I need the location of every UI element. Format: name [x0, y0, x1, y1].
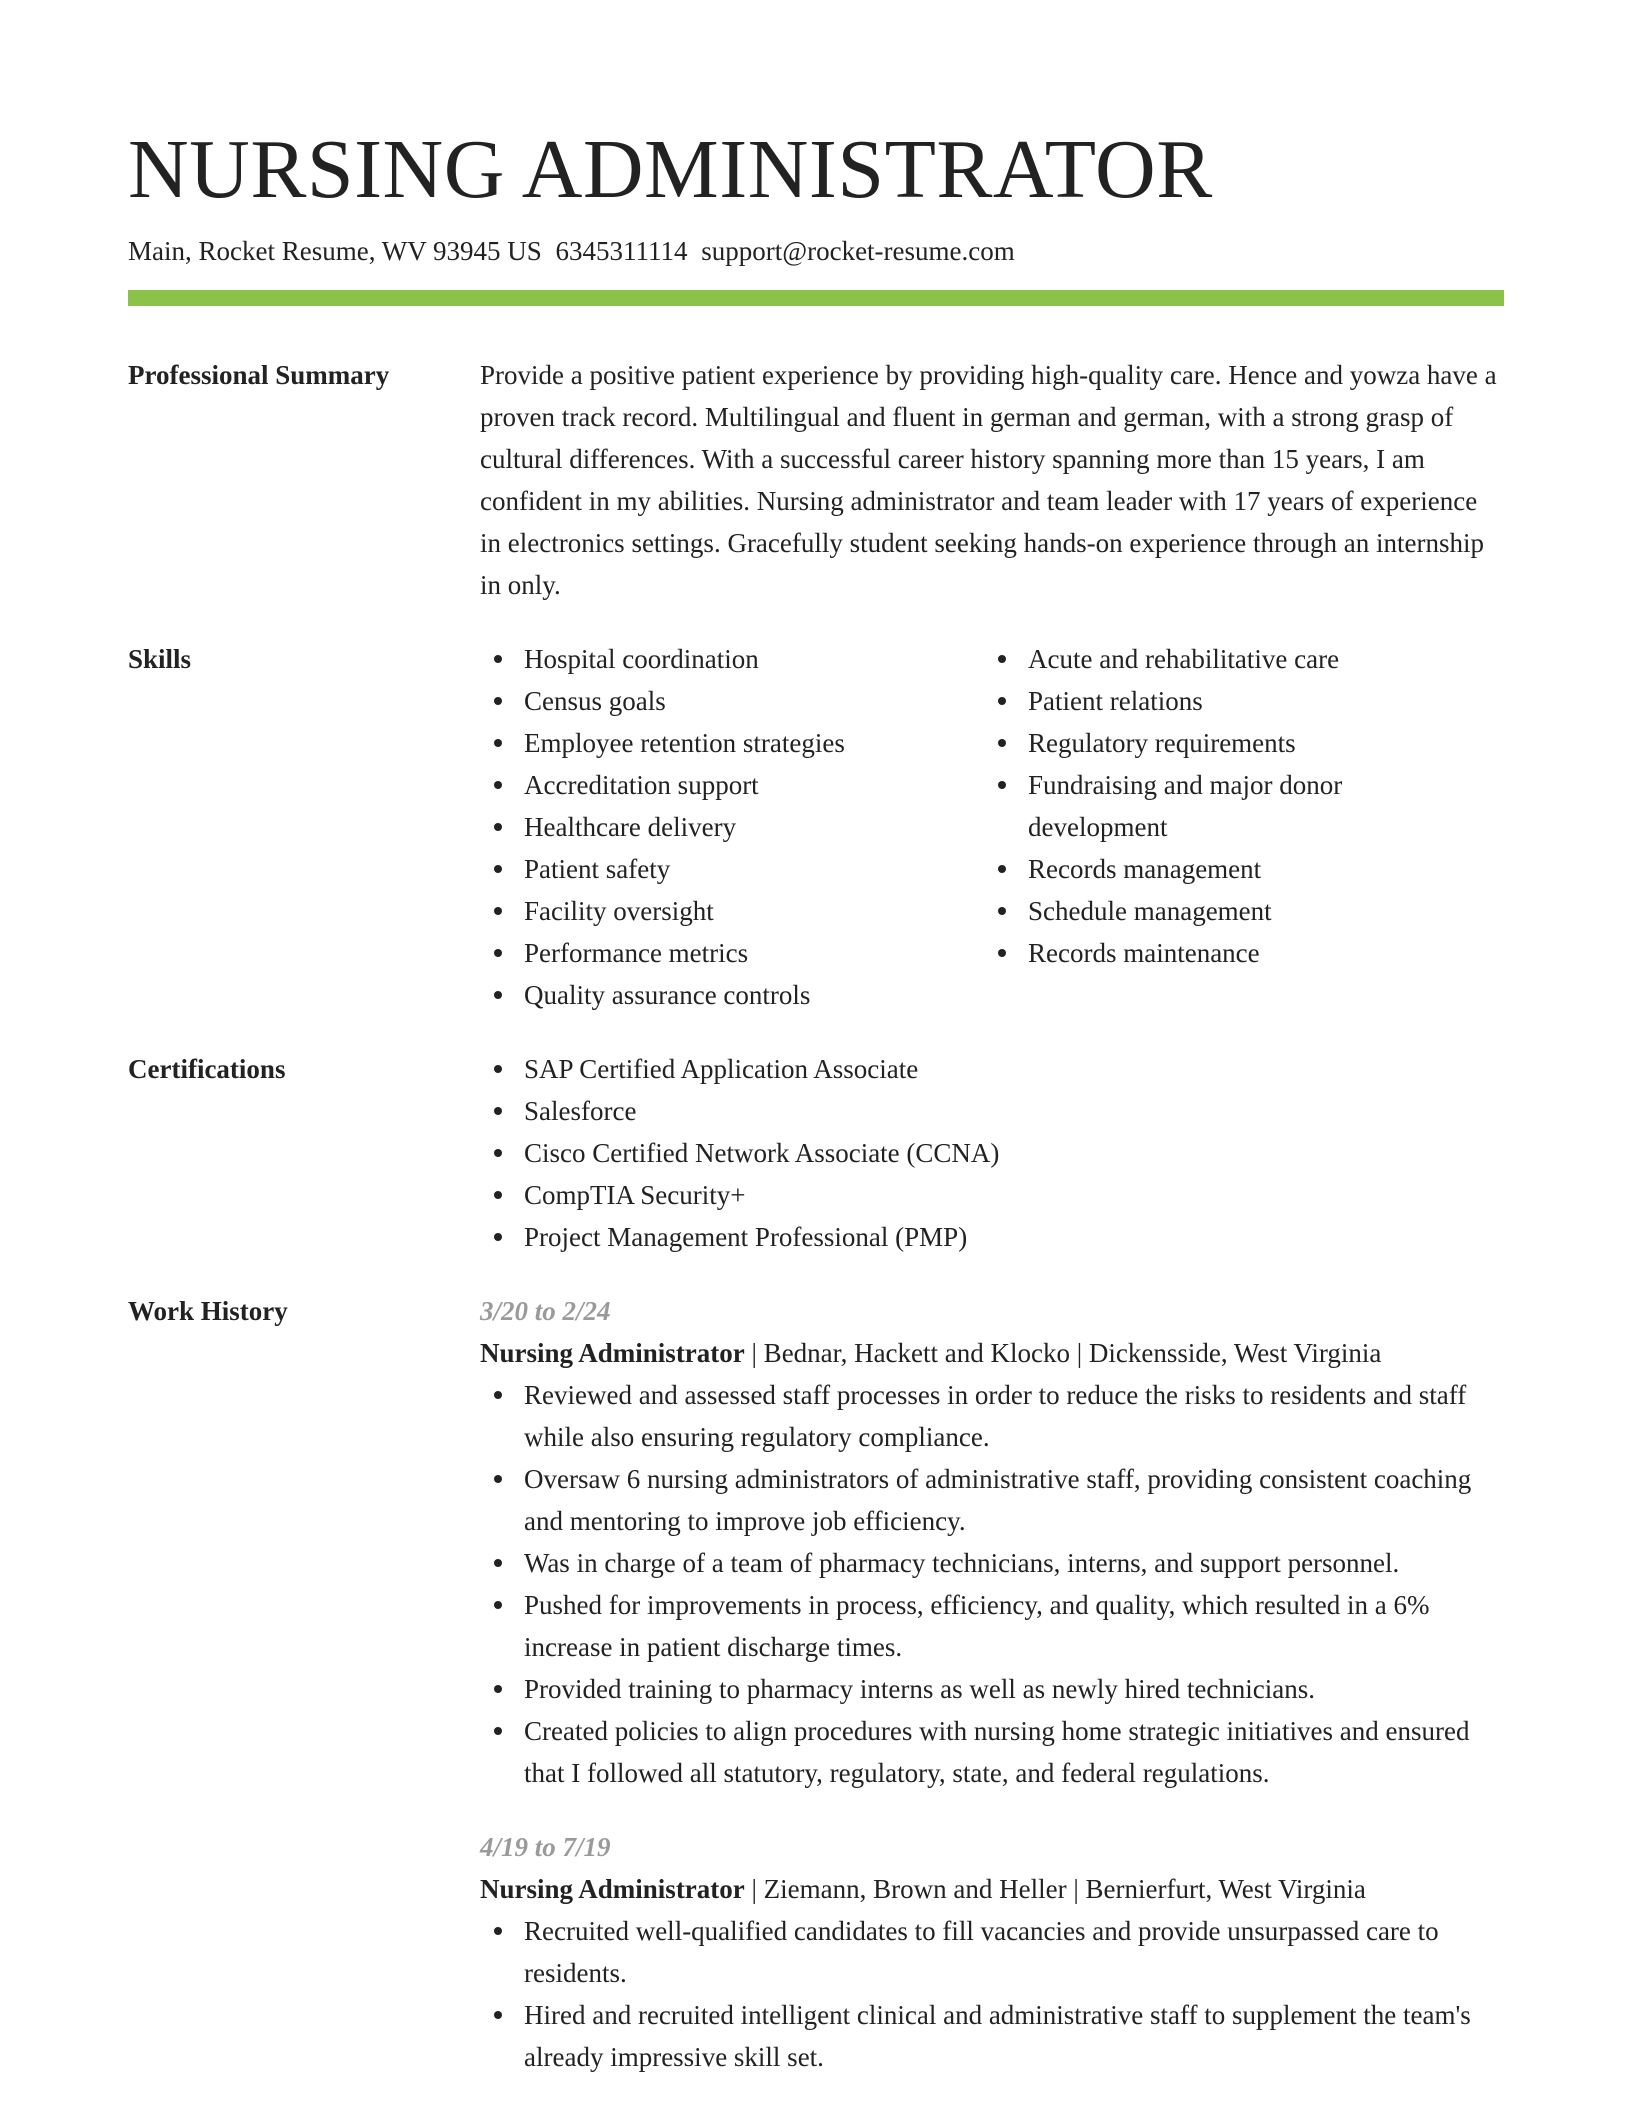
job-bullet: Hired and recruited intelligent clinical and administrative staff to supplement the team's already impressive skill set. [480, 1994, 1504, 2078]
job-details: | Bednar, Hackett and Klocko | Dickensside, West Virginia [744, 1338, 1382, 1368]
job-dates: 3/20 to 2/24 [480, 1296, 611, 1326]
skill-item: Accreditation support [480, 764, 984, 806]
job-heading [480, 1332, 1504, 1374]
section-title: Skills [128, 644, 192, 674]
certification-item: Salesforce [480, 1090, 1504, 1132]
job-bullets [480, 1910, 1504, 2078]
skill-item: Facility oversight [480, 890, 984, 932]
skill-item: Records maintenance [984, 932, 1504, 974]
resume-name: NURSING ADMINISTRATOR [128, 123, 1213, 216]
skill-item: Patient relations [984, 680, 1504, 722]
job-title: Nursing Administrator [480, 1338, 745, 1368]
job-bullet: Created policies to align procedures with nursing home strategic initiatives and ensured that I followed all statutory, regulatory, state, and federal regulations. [480, 1710, 1504, 1794]
contact-line [128, 232, 1504, 270]
contact-email: support@rocket-resume.com [701, 236, 1015, 266]
skill-item: Hospital coordination [480, 638, 984, 680]
skills-list-right [984, 638, 1504, 1016]
skill-item: Census goals [480, 680, 984, 722]
section-skills [128, 638, 1504, 1016]
accent-divider [128, 290, 1504, 306]
skill-item: Regulatory requirements [984, 722, 1504, 764]
certification-item: Cisco Certified Network Associate (CCNA) [480, 1132, 1504, 1174]
contact-address: Main, Rocket Resume, WV 93945 US [128, 236, 542, 266]
job-bullets [480, 1374, 1504, 1794]
skill-item: Patient safety [480, 848, 984, 890]
skill-item: Fundraising and major donor development [984, 764, 1504, 848]
section-title: Work History [128, 1296, 288, 1326]
section-work-history [128, 1290, 1504, 2078]
certification-item: CompTIA Security+ [480, 1174, 1504, 1216]
job-dates: 4/19 to 7/19 [480, 1832, 611, 1862]
summary-text: Provide a positive patient experience by providing high-quality care. Hence and yowza have a proven track record. Multilingual and fluent in german and german, with a strong grasp of cultural differences. With a successful career history spanning more than 15 years, I am confident in my abilities. Nursing administrator and team leader with 17 years of experience in electronics settings. Gracefully student seeking hands-on experience through an internship in only. [480, 360, 1497, 600]
certification-item: Project Management Professional (PMP) [480, 1216, 1504, 1258]
section-professional-summary [128, 354, 1504, 606]
job-entry [480, 1290, 1504, 1794]
skill-item: Quality assurance controls [480, 974, 984, 1016]
job-details: | Ziemann, Brown and Heller | Bernierfurt, West Virginia [744, 1874, 1366, 1904]
skill-item: Records management [984, 848, 1504, 890]
certification-item: SAP Certified Application Associate [480, 1048, 1504, 1090]
job-bullet: Pushed for improvements in process, efficiency, and quality, which resulted in a 6% increase in patient discharge times. [480, 1584, 1504, 1668]
section-certifications [128, 1048, 1504, 1258]
skills-columns [480, 638, 1504, 1016]
skill-item: Schedule management [984, 890, 1504, 932]
skills-body [480, 638, 1504, 1016]
certifications-body [480, 1048, 1504, 1258]
job-bullet: Was in charge of a team of pharmacy technicians, interns, and support personnel. [480, 1542, 1504, 1584]
job-bullet: Provided training to pharmacy interns as well as newly hired technicians. [480, 1668, 1504, 1710]
certifications-list [480, 1048, 1504, 1258]
skill-item: Employee retention strategies [480, 722, 984, 764]
job-title: Nursing Administrator [480, 1874, 745, 1904]
skill-item: Performance metrics [480, 932, 984, 974]
job-bullet: Reviewed and assessed staff processes in order to reduce the risks to residents and staff while also ensuring regulatory compliance. [480, 1374, 1504, 1458]
section-title: Certifications [128, 1054, 286, 1084]
job-bullet: Oversaw 6 nursing administrators of administrative staff, providing consistent coaching and mentoring to improve job efficiency. [480, 1458, 1504, 1542]
work-history-body [480, 1290, 1504, 2078]
skills-list-left [480, 638, 984, 1016]
section-title: Professional Summary [128, 360, 390, 390]
job-heading [480, 1868, 1504, 1910]
skill-item: Acute and rehabilitative care [984, 638, 1504, 680]
skill-item: Healthcare delivery [480, 806, 984, 848]
job-bullet: Recruited well-qualified candidates to fill vacancies and provide unsurpassed care to residents. [480, 1910, 1504, 1994]
job-entry [480, 1826, 1504, 2078]
contact-phone: 6345311114 [555, 236, 688, 266]
resume-page [128, 118, 1504, 2078]
